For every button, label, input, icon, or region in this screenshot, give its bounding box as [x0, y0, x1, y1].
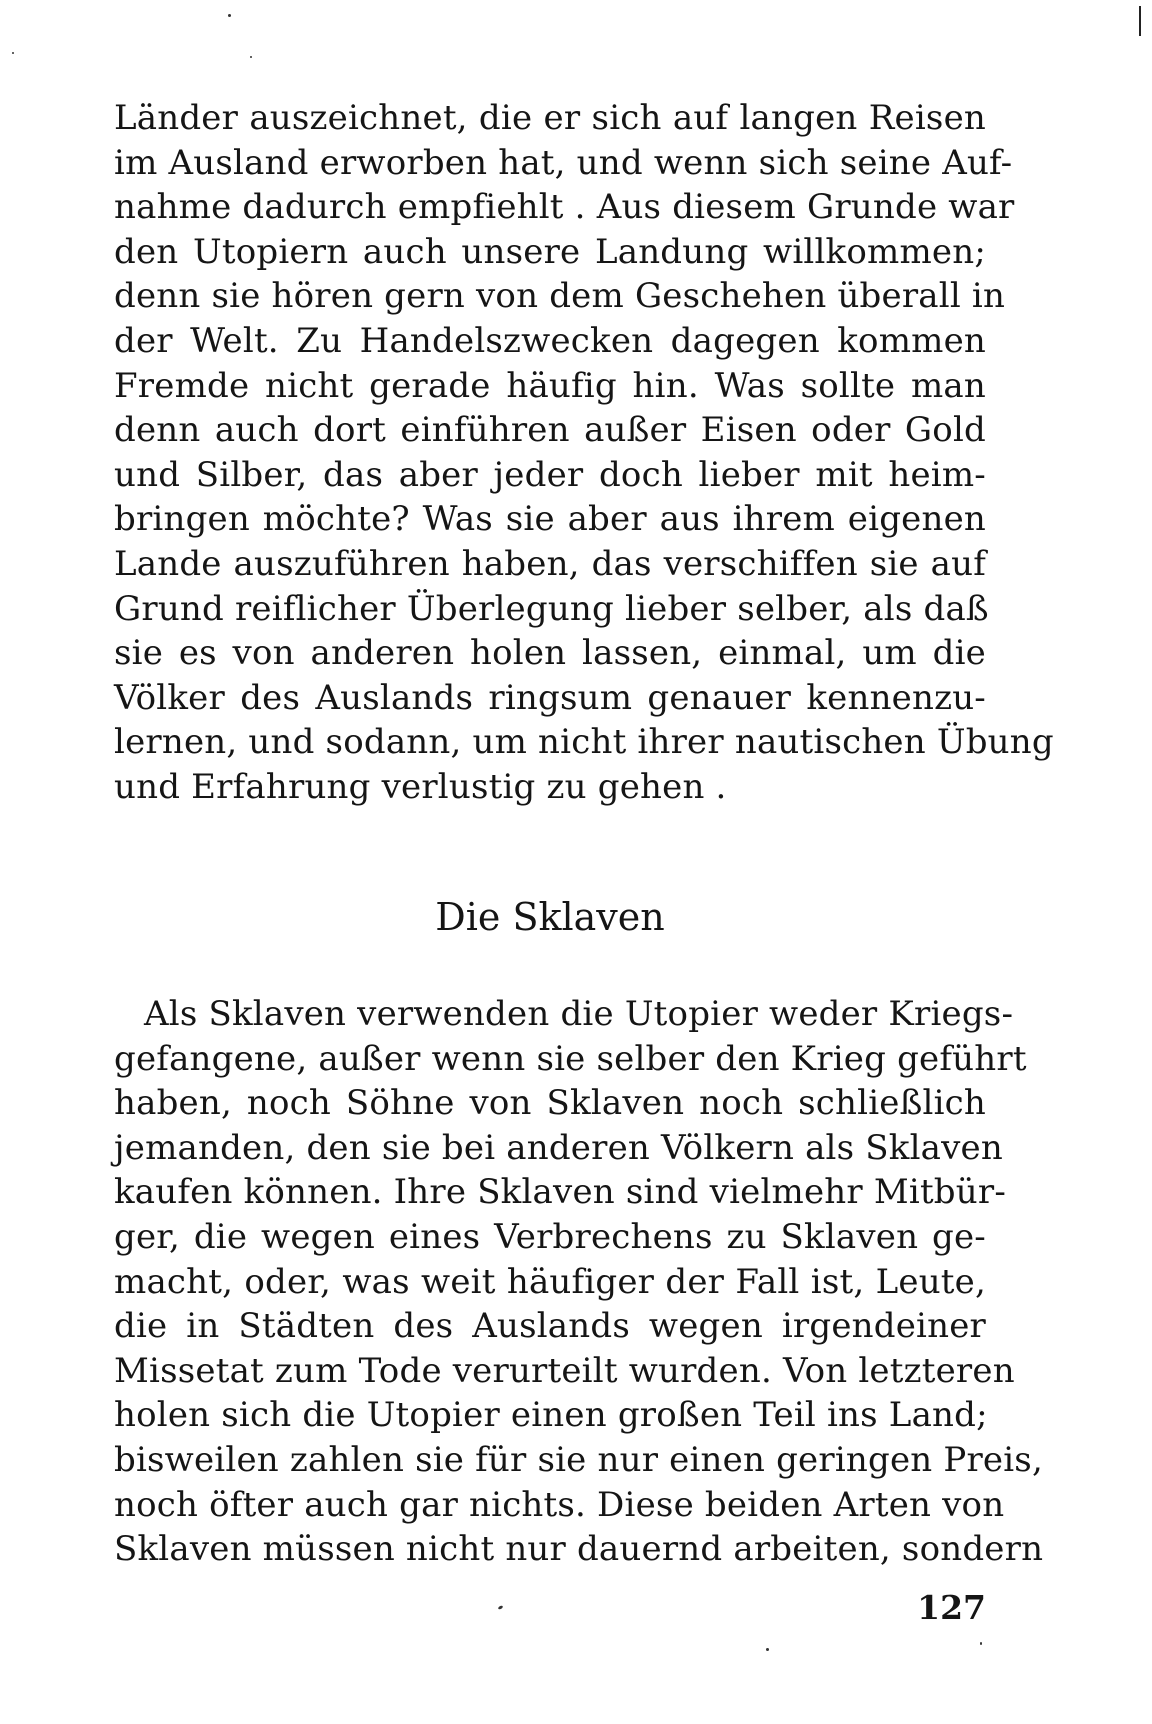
section-heading: Die Sklaven: [435, 895, 665, 939]
text-line: bisweilen zahlen sie für sie nur einen geringen Preis,: [114, 1439, 1043, 1480]
text-line: den Utopiern auch unsere Landung willkommen;: [114, 231, 986, 272]
text-line: noch öfter auch gar nichts. Diese beiden Arten von: [114, 1484, 1005, 1525]
text-line: Missetat zum Tode verurteilt wurden. Von letzteren: [114, 1350, 1015, 1391]
page-edge-mark: [1139, 6, 1141, 36]
text-line: Sklaven müssen nicht nur dauernd arbeiten, sondern: [114, 1529, 1044, 1570]
text-line: denn auch dort einführen außer Eisen oder Gold: [114, 410, 986, 451]
text-line: jemanden, den sie bei anderen Völkern als Sklaven: [114, 1127, 1003, 1168]
print-speck: [498, 1605, 504, 1610]
text-line: Grund reiflicher Überlegung lieber selber, als daß: [114, 588, 989, 629]
text-line: gefangene, außer wenn sie selber den Krieg geführt: [114, 1038, 1027, 1079]
text-line: kaufen können. Ihre Sklaven sind vielmehr Mitbür-: [114, 1172, 1007, 1213]
text-line: bringen möchte? Was sie aber aus ihrem eigenen: [114, 499, 986, 540]
paragraph-2: [114, 992, 1044, 1572]
text-line: holen sich die Utopier einen großen Teil ins Land;: [114, 1395, 988, 1436]
text-line: Als Sklaven verwenden die Utopier weder Kriegs-: [144, 994, 1014, 1034]
text-line: Lande auszuführen haben, das verschiffen sie auf: [114, 543, 986, 584]
print-speck: [980, 1642, 982, 1645]
text-line: sie es von anderen holen lassen, einmal, um die: [114, 633, 986, 674]
text-line: Länder auszeichnet, die er sich auf langen Reisen: [114, 98, 986, 138]
text-line: und Erfahrung verlustig zu gehen .: [114, 766, 727, 807]
print-speck: [12, 52, 14, 54]
text-line: Völker des Auslands ringsum genauer kennenzu-: [114, 677, 986, 718]
text-line: haben, noch Söhne von Sklaven noch schließlich: [114, 1083, 986, 1124]
text-line: nahme dadurch empfiehlt . Aus diesem Grunde war: [114, 187, 1015, 228]
print-speck: [228, 14, 231, 17]
text-line: die in Städten des Auslands wegen irgendeiner: [114, 1306, 986, 1347]
text-line: der Welt. Zu Handelszwecken dagegen kommen: [114, 320, 986, 361]
text-line: Fremde nicht gerade häufig hin. Was sollte man: [114, 365, 986, 406]
print-speck: [766, 1648, 769, 1651]
text-line: ger, die wegen eines Verbrechens zu Sklaven ge-: [114, 1216, 986, 1257]
text-line: macht, oder, was weit häufiger der Fall ist, Leute,: [114, 1261, 986, 1302]
text-line: und Silber, das aber jeder doch lieber mit heim-: [114, 454, 986, 495]
paragraph-1: [114, 96, 1054, 810]
page-number: 127: [917, 1588, 986, 1627]
text-line: im Ausland erworben hat, und wenn sich seine Auf-: [114, 142, 1013, 183]
text-line: lernen, und sodann, um nicht ihrer nautischen Übung: [114, 722, 1054, 763]
text-line: denn sie hören gern von dem Geschehen überall in: [114, 276, 1006, 317]
print-speck: [250, 56, 252, 58]
